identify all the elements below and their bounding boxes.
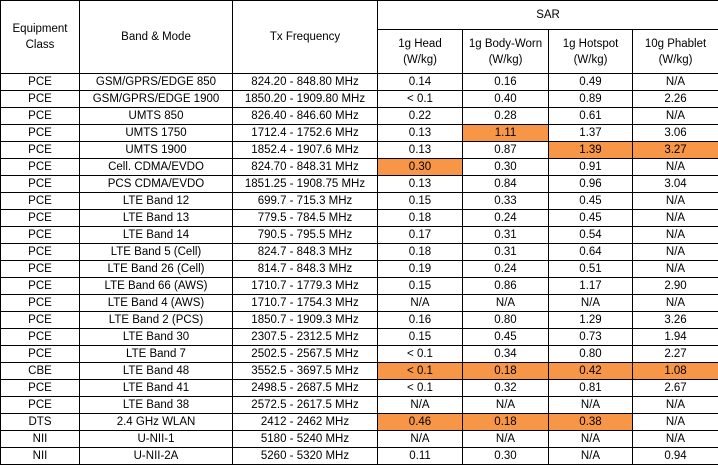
table-row — [1, 397, 718, 414]
sar-1g-head-cell: 0.30 — [378, 159, 463, 176]
band-mode-cell: LTE Band 26 (Cell) — [80, 261, 233, 278]
sar-1g-head-cell: < 0.1 — [378, 91, 463, 108]
tx-frequency-cell: 2498.5 - 2687.5 MHz — [233, 380, 378, 397]
sar-10g-phablet-cell: N/A — [633, 431, 718, 448]
sar-1g-body-worn-cell: 0.32 — [463, 380, 549, 397]
table-row — [1, 244, 718, 261]
tx-frequency-cell: 790.5 - 795.5 MHz — [233, 227, 378, 244]
band-mode-cell: LTE Band 14 — [80, 227, 233, 244]
sar-1g-body-worn-cell: 0.30 — [463, 159, 549, 176]
table-row — [1, 448, 718, 465]
sar-10g-phablet-cell: N/A — [633, 74, 718, 91]
sar-1g-body-worn-cell: 0.31 — [463, 227, 549, 244]
sar-1g-head-cell: 0.16 — [378, 312, 463, 329]
table-row — [1, 159, 718, 176]
band-mode-cell: LTE Band 30 — [80, 329, 233, 346]
table-row — [1, 108, 718, 125]
sar-1g-body-worn-cell: 0.28 — [463, 108, 549, 125]
equipment-class-cell: DTS — [1, 414, 80, 431]
tx-frequency-cell: 1712.4 - 1752.6 MHz — [233, 125, 378, 142]
sar-1g-head-cell: 0.13 — [378, 176, 463, 193]
tx-frequency-cell: 5180 - 5240 MHz — [233, 431, 378, 448]
table-row — [1, 380, 718, 397]
table-row — [1, 312, 718, 329]
table-row — [1, 261, 718, 278]
tx-frequency-cell: 2307.5 - 2312.5 MHz — [233, 329, 378, 346]
sar-1g-head-cell: 0.15 — [378, 329, 463, 346]
sar-1g-body-worn-cell: 0.34 — [463, 346, 549, 363]
sar-1g-hotspot-cell: 0.89 — [549, 91, 633, 108]
equipment-class-cell: PCE — [1, 74, 80, 91]
band-mode-cell: LTE Band 48 — [80, 363, 233, 380]
equipment-class-cell: PCE — [1, 159, 80, 176]
band-mode-cell: GSM/GPRS/EDGE 850 — [80, 74, 233, 91]
tx-frequency-cell: 1710.7 - 1779.3 MHz — [233, 278, 378, 295]
sar-10g-phablet-cell: 3.27 — [633, 142, 718, 159]
sar-10g-phablet-cell: N/A — [633, 227, 718, 244]
equipment-class-cell: PCE — [1, 210, 80, 227]
sar-1g-body-worn-cell: 0.33 — [463, 193, 549, 210]
sar-1g-body-worn-cell: 0.30 — [463, 448, 549, 465]
sar-10g-phablet-cell: 2.67 — [633, 380, 718, 397]
tx-frequency-cell: 699.7 - 715.3 MHz — [233, 193, 378, 210]
equipment-class-cell: PCE — [1, 176, 80, 193]
band-mode-cell: U-NII-1 — [80, 431, 233, 448]
tx-frequency-cell: 2572.5 - 2617.5 MHz — [233, 397, 378, 414]
band-mode-cell: LTE Band 2 (PCS) — [80, 312, 233, 329]
table-row — [1, 193, 718, 210]
band-mode-cell: Cell. CDMA/EVDO — [80, 159, 233, 176]
equipment-class-cell: PCE — [1, 295, 80, 312]
sar-1g-body-worn-cell: 1.11 — [463, 125, 549, 142]
sar-1g-hotspot-cell: N/A — [549, 431, 633, 448]
table-row — [1, 431, 718, 448]
sar-1g-hotspot-cell: 0.42 — [549, 363, 633, 380]
sar-1g-body-worn-cell: 0.24 — [463, 261, 549, 278]
sar-1g-body-worn-cell: 0.18 — [463, 414, 549, 431]
sar-10g-phablet-cell: N/A — [633, 261, 718, 278]
band-mode-cell: LTE Band 41 — [80, 380, 233, 397]
sar-1g-head-cell: 0.13 — [378, 125, 463, 142]
sar-10g-phablet-cell: N/A — [633, 244, 718, 261]
sar-1g-hotspot-cell: N/A — [549, 295, 633, 312]
band-mode-cell: U-NII-2A — [80, 448, 233, 465]
band-mode-cell: LTE Band 5 (Cell) — [80, 244, 233, 261]
sar-table-body — [1, 74, 718, 465]
sar-1g-hotspot-cell: 0.96 — [549, 176, 633, 193]
sar-1g-head-cell: < 0.1 — [378, 380, 463, 397]
sar-1g-body-worn-cell: 0.31 — [463, 244, 549, 261]
table-row — [1, 125, 718, 142]
equipment-class-cell: PCE — [1, 91, 80, 108]
tx-frequency-cell: 5260 - 5320 MHz — [233, 448, 378, 465]
table-row — [1, 295, 718, 312]
table-row — [1, 346, 718, 363]
sar-10g-phablet-cell: N/A — [633, 193, 718, 210]
table-row — [1, 278, 718, 295]
sar-10g-phablet-cell: 2.27 — [633, 346, 718, 363]
sar-1g-body-worn-cell: 0.16 — [463, 74, 549, 91]
sar-1g-hotspot-cell: 0.91 — [549, 159, 633, 176]
sar-1g-hotspot-cell: 0.54 — [549, 227, 633, 244]
sar-1g-body-worn-cell: 0.84 — [463, 176, 549, 193]
sar-10g-phablet-cell: 3.06 — [633, 125, 718, 142]
tx-frequency-cell: 826.40 - 846.60 MHz — [233, 108, 378, 125]
sar-1g-head-cell: N/A — [378, 431, 463, 448]
table-row — [1, 329, 718, 346]
table-row — [1, 210, 718, 227]
table-row — [1, 176, 718, 193]
sar-1g-hotspot-cell: 0.73 — [549, 329, 633, 346]
sar-1g-head-cell: 0.22 — [378, 108, 463, 125]
sar-1g-head-cell: 0.11 — [378, 448, 463, 465]
table-row — [1, 74, 718, 91]
sar-1g-hotspot-cell: 0.64 — [549, 244, 633, 261]
sar-1g-head-cell: 0.15 — [378, 193, 463, 210]
sar-1g-head-cell: 0.15 — [378, 278, 463, 295]
tx-frequency-cell: 1851.25 - 1908.75 MHz — [233, 176, 378, 193]
sar-1g-hotspot-cell: 0.61 — [549, 108, 633, 125]
sar-1g-head-cell: 0.18 — [378, 210, 463, 227]
equipment-class-cell: PCE — [1, 125, 80, 142]
sar-10g-phablet-cell: N/A — [633, 295, 718, 312]
sar-10g-phablet-cell: N/A — [633, 159, 718, 176]
sar-1g-hotspot-cell: 1.17 — [549, 278, 633, 295]
equipment-class-cell: PCE — [1, 193, 80, 210]
sar-1g-head-cell: < 0.1 — [378, 363, 463, 380]
equipment-class-cell: PCE — [1, 142, 80, 159]
header-sar: SAR — [378, 1, 718, 30]
equipment-class-cell: PCE — [1, 380, 80, 397]
tx-frequency-cell: 1850.7 - 1909.3 MHz — [233, 312, 378, 329]
sar-1g-body-worn-cell: 0.45 — [463, 329, 549, 346]
band-mode-cell: PCS CDMA/EVDO — [80, 176, 233, 193]
tx-frequency-cell: 2502.5 - 2567.5 MHz — [233, 346, 378, 363]
sar-1g-body-worn-cell: N/A — [463, 397, 549, 414]
band-mode-cell: UMTS 1900 — [80, 142, 233, 159]
equipment-class-cell: PCE — [1, 227, 80, 244]
equipment-class-cell: PCE — [1, 278, 80, 295]
sar-1g-hotspot-cell: 0.45 — [549, 193, 633, 210]
equipment-class-cell: NII — [1, 448, 80, 465]
header-equipment-class: Equipment Class — [1, 1, 80, 74]
sar-1g-body-worn-cell: 0.86 — [463, 278, 549, 295]
header-tx-frequency: Tx Frequency — [233, 1, 378, 74]
sar-1g-hotspot-cell: 0.45 — [549, 210, 633, 227]
band-mode-cell: LTE Band 13 — [80, 210, 233, 227]
sar-1g-head-cell: 0.19 — [378, 261, 463, 278]
sar-1g-body-worn-cell: 0.40 — [463, 91, 549, 108]
header-band-mode: Band & Mode — [80, 1, 233, 74]
table-row — [1, 363, 718, 380]
band-mode-cell: UMTS 850 — [80, 108, 233, 125]
equipment-class-cell: PCE — [1, 397, 80, 414]
sar-1g-body-worn-cell: N/A — [463, 431, 549, 448]
table-row — [1, 414, 718, 431]
tx-frequency-cell: 824.20 - 848.80 MHz — [233, 74, 378, 91]
tx-frequency-cell: 779.5 - 784.5 MHz — [233, 210, 378, 227]
sar-1g-head-cell: N/A — [378, 295, 463, 312]
sar-1g-hotspot-cell: 1.37 — [549, 125, 633, 142]
tx-frequency-cell: 814.7 - 848.3 MHz — [233, 261, 378, 278]
sar-1g-hotspot-cell: 1.39 — [549, 142, 633, 159]
sar-1g-body-worn-cell: 0.24 — [463, 210, 549, 227]
band-mode-cell: 2.4 GHz WLAN — [80, 414, 233, 431]
sar-1g-body-worn-cell: 0.18 — [463, 363, 549, 380]
sar-10g-phablet-cell: 3.04 — [633, 176, 718, 193]
tx-frequency-cell: 1852.4 - 1907.6 MHz — [233, 142, 378, 159]
sar-1g-head-cell: 0.14 — [378, 74, 463, 91]
sar-1g-hotspot-cell: 0.81 — [549, 380, 633, 397]
sar-1g-head-cell: 0.17 — [378, 227, 463, 244]
sar-1g-hotspot-cell: 0.49 — [549, 74, 633, 91]
sar-1g-head-cell: 0.13 — [378, 142, 463, 159]
tx-frequency-cell: 1850.20 - 1909.80 MHz — [233, 91, 378, 108]
sar-1g-hotspot-cell: 0.51 — [549, 261, 633, 278]
table-row — [1, 142, 718, 159]
band-mode-cell: LTE Band 38 — [80, 397, 233, 414]
header-1g-body-worn: 1g Body-Worn (W/kg) — [463, 30, 549, 74]
band-mode-cell: LTE Band 4 (AWS) — [80, 295, 233, 312]
sar-1g-head-cell: 0.18 — [378, 244, 463, 261]
equipment-class-cell: PCE — [1, 312, 80, 329]
tx-frequency-cell: 3552.5 - 3697.5 MHz — [233, 363, 378, 380]
equipment-class-cell: CBE — [1, 363, 80, 380]
sar-10g-phablet-cell: 2.90 — [633, 278, 718, 295]
equipment-class-cell: PCE — [1, 108, 80, 125]
sar-10g-phablet-cell: N/A — [633, 414, 718, 431]
header-10g-phablet: 10g Phablet (W/kg) — [633, 30, 718, 74]
sar-1g-hotspot-cell: 1.29 — [549, 312, 633, 329]
sar-10g-phablet-cell: 1.94 — [633, 329, 718, 346]
sar-1g-body-worn-cell: 0.80 — [463, 312, 549, 329]
band-mode-cell: LTE Band 66 (AWS) — [80, 278, 233, 295]
sar-1g-head-cell: N/A — [378, 397, 463, 414]
equipment-class-cell: PCE — [1, 329, 80, 346]
sar-10g-phablet-cell: N/A — [633, 108, 718, 125]
sar-1g-head-cell: < 0.1 — [378, 346, 463, 363]
table-row — [1, 227, 718, 244]
sar-1g-body-worn-cell: N/A — [463, 295, 549, 312]
sar-10g-phablet-cell: 2.26 — [633, 91, 718, 108]
sar-10g-phablet-cell: 0.94 — [633, 448, 718, 465]
sar-1g-hotspot-cell: 0.38 — [549, 414, 633, 431]
equipment-class-cell: PCE — [1, 346, 80, 363]
band-mode-cell: GSM/GPRS/EDGE 1900 — [80, 91, 233, 108]
equipment-class-cell: PCE — [1, 261, 80, 278]
tx-frequency-cell: 824.7 - 848.3 MHz — [233, 244, 378, 261]
sar-10g-phablet-cell: 3.26 — [633, 312, 718, 329]
header-1g-hotspot: 1g Hotspot (W/kg) — [549, 30, 633, 74]
band-mode-cell: LTE Band 12 — [80, 193, 233, 210]
tx-frequency-cell: 1710.7 - 1754.3 MHz — [233, 295, 378, 312]
equipment-class-cell: NII — [1, 431, 80, 448]
tx-frequency-cell: 2412 - 2462 MHz — [233, 414, 378, 431]
sar-1g-hotspot-cell: N/A — [549, 448, 633, 465]
table-row — [1, 91, 718, 108]
tx-frequency-cell: 824.70 - 848.31 MHz — [233, 159, 378, 176]
sar-10g-phablet-cell: 1.08 — [633, 363, 718, 380]
band-mode-cell: LTE Band 7 — [80, 346, 233, 363]
sar-1g-hotspot-cell: 0.80 — [549, 346, 633, 363]
sar-10g-phablet-cell: N/A — [633, 397, 718, 414]
sar-1g-body-worn-cell: 0.87 — [463, 142, 549, 159]
band-mode-cell: UMTS 1750 — [80, 125, 233, 142]
sar-1g-head-cell: 0.46 — [378, 414, 463, 431]
sar-10g-phablet-cell: N/A — [633, 210, 718, 227]
header-1g-head: 1g Head (W/kg) — [378, 30, 463, 74]
equipment-class-cell: PCE — [1, 244, 80, 261]
sar-1g-hotspot-cell: N/A — [549, 397, 633, 414]
